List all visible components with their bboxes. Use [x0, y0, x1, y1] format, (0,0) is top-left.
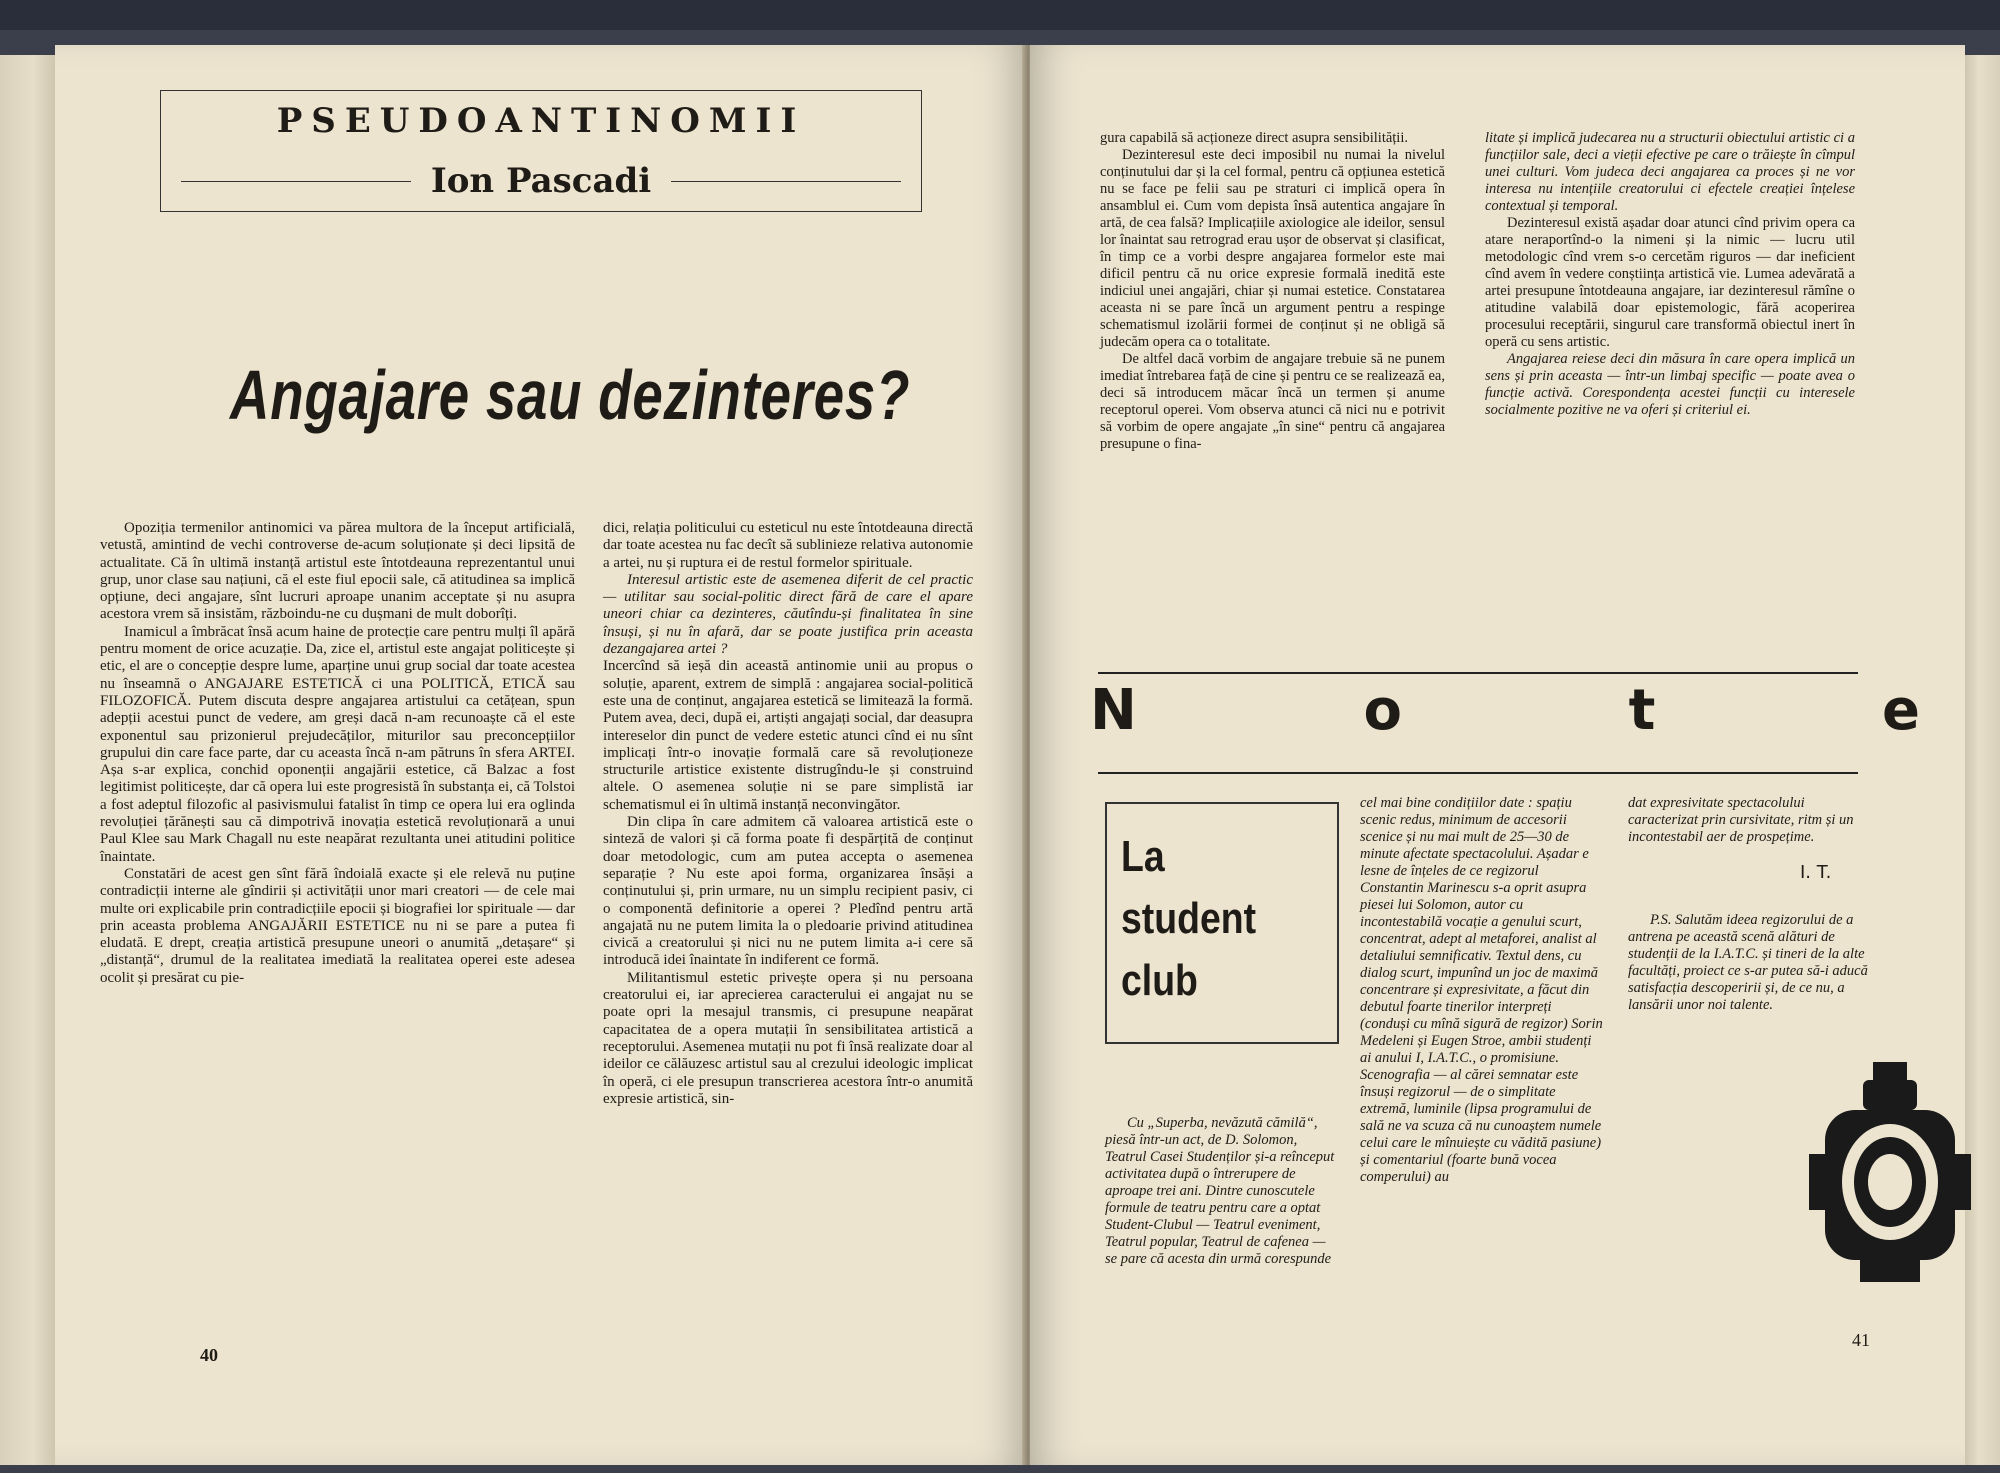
- paragraph: Dezinteresul există așadar doar atunci cînd privim opera ca atare neraportînd-o la nimeni și la nimic — lucru util metodologic cînd vrem s-o cercetăm riguros — dar ineficient cînd avem în vedere conștiința artistică vie. Lumea adevărată a artei presupune întotdeauna angajare, iar dezinteresul rămîne o atitudine valabilă doar epistemologic, fără acoperirea procesului receptării, singurul care transformă obiectul inert în operă cu sens artistic.: [1485, 215, 1855, 350]
- stage-spotlight-icon: [1805, 1062, 1975, 1292]
- author-name: Ion Pascadi: [430, 161, 652, 201]
- column-title: [1121, 826, 1256, 1012]
- paragraph: Angajarea reiese deci din măsura în care opera implică un sens și prin aceasta — într-un limbaj specific — poate avea o funcție activă. Corespondența acestei funcții cu interesele socialmente pozitive ne va oferi și criteriul ei.: [1485, 351, 1855, 418]
- right-column-2: [1485, 130, 1855, 419]
- paragraph: litate și implică judecarea nu a structurii obiectului artistic ci a funcțiilor sale, deci a vieții efective pe care o trăiește în cîmpul unei culturi. Vom judeca deci angajarea ca proces și ne vor interesa nu intențiile creatorului ci efectele creației înțelese contextual și temporal.: [1485, 130, 1855, 214]
- notes-letter: e: [1882, 678, 1920, 743]
- author-initials: I. T.: [1800, 862, 1832, 883]
- left-page-edges: [0, 55, 55, 1465]
- notes-column-2: [1360, 795, 1605, 1186]
- right-column-1: [1100, 130, 1445, 453]
- left-column-2: [603, 520, 973, 1108]
- notes-heading: [1090, 678, 1920, 743]
- paragraph: P.S. Salutăm ideea regizorului de a antrena pe această scenă alături de studenții de la I.A.T.C. și tineri de la alte facultăți, proiect ce s-ar putea să-i aducă satisfacția descoperirii și, de ce nu, a lansării unor noi talente.: [1628, 912, 1868, 1013]
- author-rule-left: [181, 181, 411, 182]
- author-row: [161, 161, 921, 201]
- notes-column-1: [1105, 1115, 1335, 1268]
- article-header: [160, 90, 922, 212]
- paragraph: gura capabilă să acționeze direct asupra sensibilității.: [1100, 130, 1408, 146]
- series-title: PSEUDOANTINOMII: [276, 101, 806, 141]
- paragraph: Militantismul estetic privește opera și nu persoana creatorului ei, iar aprecierea caracterului ei angajat nu se poate opri la mesajul transmis, ci presupune neapărat capacitatea de a opera mutații în sensibilitatea artistică a receptorului. Asemenea mutații nu pot fi însă realizate doar al ideilor ce călăuzesc artistul sau al crezului ideologic implicat în operă, ci ele presupun transcrierea acestora într-o anumită expresie artistică, sin-: [603, 969, 973, 1107]
- paragraph: dici, relația politicului cu esteticul nu este întotdeauna directă dar toate acestea nu fac decît să sublinieze relativa autonomie a artei, nu și ruptura ei de restul formelor spirituale.: [603, 520, 973, 571]
- page-number-right: 41: [1852, 1330, 1870, 1350]
- paragraph: Incercînd să ieșă din această antinomie unii au propus o soluție, aparent, extrem de simplă : angajarea social-politică este una de conținut, angajarea estetică se limitează la formă. Putem avea, deci, după ei, artiști angajați social, dar deasupra intereselor din punct de vedere estetic atunci cînd ei nu sînt implicați într-o inovație formală care să revoluționeze structurile artistice existente distrugîndu-le și construind altele. O asemenea soluție ni se pare simplistă iar schematismul ei în ultimă instanță neconvingător.: [603, 658, 973, 813]
- notes-top-rule: [1098, 672, 1858, 674]
- paragraph: cel mai bine condițiilor date : spațiu scenic redus, minimum de accesorii scenice și nu mai mult de 25—30 de minute afectate spectacolului. Așadar e lesne de înțeles de ce regizorul Constantin Marinescu s-a oprit asupra piesei lui Solomon, autor cu incontestabilă vocație a genului scurt, concentrat, adept al metaforei, analist al detaliului semnificativ. Textul dens, cu dialog scurt, impunînd un joc de maximă concentrare și expresivitate, a făcut din debutul foarte tinerilor interpreți (conduși cu mînă sigură de regizor) Sorin Medeleni și Eugen Stroe, ambii studenți ai anului I, I.A.T.C., o promisiune. Scenografia — al cărei semnatar este însuși regizorul — de o simplitate extremă, luminile (lipsa programului de sală ne va scuza că nu cunoaștem numele celui care le mînuiește cu vădită pasiune) și comentariul (foarte bună vocea comperului) au: [1360, 795, 1603, 1185]
- author-rule-right: [671, 181, 901, 182]
- column-title-line: La: [1121, 832, 1165, 881]
- column-title-line: student: [1121, 894, 1257, 943]
- notes-bottom-rule: [1098, 772, 1858, 774]
- postscript: [1628, 912, 1868, 1014]
- left-column-1: [100, 520, 575, 987]
- paragraph: dat expresivitate spectacolului caracterizat prin cursivitate, ritm și un incontestabil aer de prospețime.: [1628, 795, 1854, 845]
- paragraph: Interesul artistic este de asemenea diferit de cel practic — utilitar sau social-politic direct fără de care el apare uneori chiar ca dezinteres, căutîndu-și finalitatea în sine însuși, și nu în afară, dar se poate justifica prin aceasta dezangajarea artei ?: [603, 571, 973, 658]
- paragraph: Din clipa în care admitem că valoarea artistică este o sinteză de valori și că forma poate fi despărțită de conținut doar metodologic, cum am putea accepta o asemenea separație ? Nu este apoi forma, organizarea însăși a conținutului și, prin urmare, nu un simplu recipient pasiv, ci o componentă definitorie a operei ? Pledînd pentru artă angajată nu ne putem limita la o pledoarie privind atitudinea civică a creatorului și nici nu ne putem limita a-i cere să introducă idei înaintate în indiferent ce formă.: [603, 814, 973, 969]
- notes-column-3: [1628, 795, 1868, 846]
- paragraph: Cu „Superba, nevăzută cămilă“, piesă într-un act, de D. Solomon, Teatrul Casei Studenților și-a reînceput activitatea după o întrerupere de aproape trei ani. Dintre cunoscutele formule de teatru pentru care a optat Student-Clubul — Teatrul eveniment, Teatrul popular, Teatrul de cafenea — se pare că acesta din urmă corespunde: [1105, 1115, 1335, 1267]
- paragraph: Dezinteresul este deci imposibil nu numai la nivelul conținutului dar și la cel formal, pentru că opțiunea estetică nu se face pe felii sau pe straturi ci implică opera în ansamblul ei. Cum vom depista însă autentica angajare în artă, de cea falsă? Implicațiile axiologice ale ideilor, sensul lor înaintat sau retrograd erau ușor de observat și clasificat, în timp ce a vorbi despre angajarea formelor este mai dificil pentru că nu orice expresie formală inedită este indiciul unei angajări, chiar și numai estetice. Constatarea aceasta ni se pare încă un argument pentru a respinge schematismul izolării formei de conținut și ne obligă să judecăm opera ca o totalitate.: [1100, 147, 1445, 350]
- paragraph: De altfel dacă vorbim de angajare trebuie să ne punem imediat întrebarea față de cine și pentru ce se realizează ea, deci să introducem măcar încă un termen și anume receptorul operei. Vom observa atunci că nici nu e potrivit să vorbim de opere angajate „în sine“ pentru că angajarea presupune o fina-: [1100, 351, 1445, 452]
- notes-letter: t: [1628, 678, 1656, 743]
- paragraph: Opoziția termenilor antinomici va părea multora de la început artificială, vetustă, amintind de vechi controverse de-acum soluționate și deci lipsită de actualitate. Că în ultimă instanță artistul este întotdeauna reprezentantul unui grup, unor clase sau națiuni, că el este fiul epocii sale, că atitudinea sa implică opțiune, deci angajare, sînt lucruri aproape unanim acceptate și nu asupra acestora vrem să insistăm, războindu-ne cu dușmani de mult doborîți.: [100, 520, 575, 623]
- paragraph: Inamicul a îmbrăcat însă acum haine de protecție care pentru mulți îl apără pentru moment de orice acuzație. Da, zice el, artistul este angajat politicește și etic, el are o concepție despre lume, aparține unui grup social dar toate acestea nu înseamnă o ANGAJARE ESTETICĂ ci una POLITICĂ, ETICĂ sau FILOZOFICĂ. Putem discuta despre angajarea artistului ca cetățean, spun adepții acestui punct de vedere, am greși dacă n-am recunoaște că el este exponentul sau prizonierul prejudecăților, miturilor sau preconcepțiilor grupului din care face parte, dar cu aceasta încă n-am pătruns în sfera ARTEI. Așa s-ar explica, conchid oponenții angajării estetice, că Balzac a fost legitimist politicește, dar că opera lui este progresistă în substanța ei, că Tolstoi a fost adeptul filozofic al pasivismului fatalist în timp ce opera lui era oglinda revoluției țărănești sau că dimpotrivă inovația estetică revoluționară a unui Paul Klee sau Mark Chagall nu este neapărat rezultanta unei atitudini politice înaintate.: [100, 623, 575, 865]
- page-number-left: 40: [200, 1345, 218, 1365]
- notes-letter: o: [1363, 678, 1402, 743]
- notes-letter: N: [1090, 678, 1137, 743]
- column-title-box: [1105, 802, 1339, 1044]
- column-title-line: club: [1121, 956, 1198, 1005]
- paragraph: Constatări de acest gen sînt fără îndoială exacte și ele relevă nu puține contradicții interne ale gîndirii și activității unor mari creatori — de cele mai multe ori explicabile prin contradicțiile epocii și biografiei lor spirituale — dar prin aceasta problema ANGAJĂRII ESTETICE nu ni se pare a putea fi eludată. E drept, creația artistică presupune uneori o anumită „detașare“ și „distanță“, drumul de la realitatea imediată la realitatea operei este adesea ocolit și presărat cu pie-: [100, 865, 575, 986]
- article-headline: Angajare sau dezinteres?: [230, 356, 911, 434]
